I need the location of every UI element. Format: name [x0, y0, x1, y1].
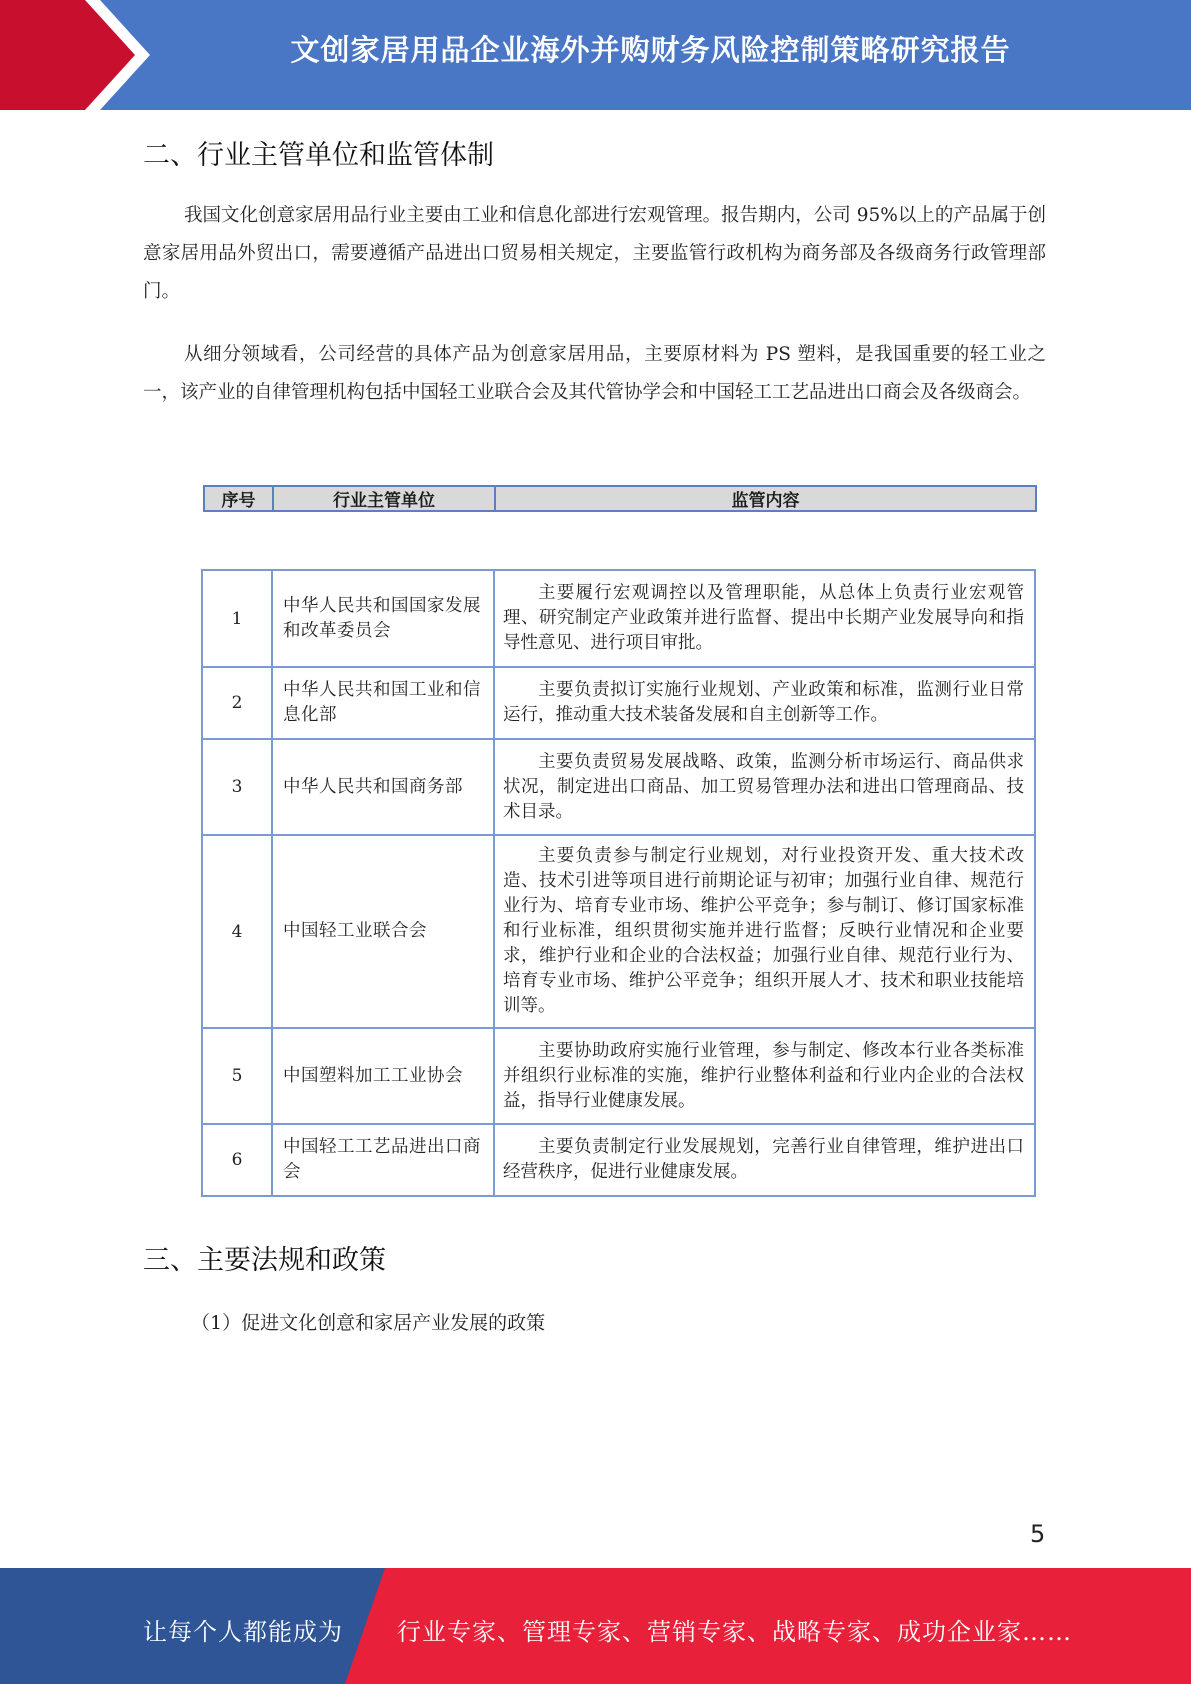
section-title-policies: 三、主要法规和政策	[143, 1245, 386, 1276]
section-title-regulators: 二、行业主管单位和监管体制	[143, 140, 494, 171]
row-content: 主要负责参与制定行业规划，对行业投资开发、重大技术改造、技术引进等项目进行前期论证与初审；加强行业自律、规范行业行为、培育专业市场、维护公平竞争；参与制订、修订国家标准和行业标准，组织贯彻实施并进行监督；反映行业情况和企业要求，维护行业和企业的合法权益；加强行业自律、规范行业行为、培育专业市场、维护公平竞争；组织开展人才、技术和职业技能培训等。	[494, 835, 1035, 1028]
table-row	[202, 1124, 1035, 1196]
table-row	[202, 739, 1035, 835]
row-unit: 中国轻工业联合会	[272, 835, 494, 1028]
row-unit: 中华人民共和国国家发展和改革委员会	[272, 570, 494, 667]
row-unit: 中国塑料加工工业协会	[272, 1028, 494, 1124]
table-row	[202, 1028, 1035, 1124]
table-row	[202, 667, 1035, 739]
row-number: 4	[202, 835, 272, 1028]
row-content: 主要负责制定行业发展规划，完善行业自律管理，维护进出口经营秩序，促进行业健康发展。	[494, 1124, 1035, 1196]
page-header	[0, 0, 1191, 110]
row-content: 主要负责贸易发展战略、政策，监测分析市场运行、商品供求状况，制定进出口商品、加工贸易管理办法和进出口管理商品、技术目录。	[494, 739, 1035, 835]
page-footer	[0, 1568, 1191, 1684]
regulator-table	[201, 569, 1036, 1197]
table-row	[202, 570, 1035, 667]
paragraph-2: 从细分领域看，公司经营的具体产品为创意家居用品，主要原材料为 PS 塑料，是我国重要的轻工业之一，该产业的自律管理机构包括中国轻工业联合会及其代管协学会和中国轻工工艺品进出口商会及各级商会。	[143, 344, 1046, 403]
row-number: 3	[202, 739, 272, 835]
row-unit: 中华人民共和国工业和信息化部	[272, 667, 494, 739]
row-content: 主要履行宏观调控以及管理职能，从总体上负责行业宏观管理、研究制定产业政策并进行监督、提出中长期产业发展导向和指导性意见、进行项目审批。	[494, 570, 1035, 667]
page-number: 5	[1030, 1520, 1046, 1548]
footer-slogan-right: 行业专家、管理专家、营销专家、战略专家、成功企业家……	[397, 1618, 1072, 1646]
table-row	[202, 835, 1035, 1028]
header-cell-unit: 行业主管单位	[274, 487, 496, 510]
report-title: 文创家居用品企业海外并购财务风险控制策略研究报告	[290, 33, 1011, 67]
row-number: 6	[202, 1124, 272, 1196]
row-unit: 中国轻工工艺品进出口商会	[272, 1124, 494, 1196]
row-content: 主要协助政府实施行业管理，参与制定、修改本行业各类标准并组织行业标准的实施，维护行业整体利益和行业内企业的合法权益，指导行业健康发展。	[494, 1028, 1035, 1124]
row-number: 1	[202, 570, 272, 667]
header-cell-no: 序号	[205, 487, 274, 510]
policy-subheading: （1）促进文化创意和家居产业发展的政策	[191, 1312, 546, 1334]
row-unit: 中华人民共和国商务部	[272, 739, 494, 835]
footer-slogan-left: 让每个人都能成为	[143, 1618, 343, 1646]
row-number: 2	[202, 667, 272, 739]
row-content: 主要负责拟订实施行业规划、产业政策和标准，监测行业日常运行，推动重大技术装备发展和自主创新等工作。	[494, 667, 1035, 739]
row-number: 5	[202, 1028, 272, 1124]
table-header	[203, 485, 1037, 512]
header-cell-content: 监管内容	[731, 491, 800, 511]
paragraph-1: 我国文化创意家居用品行业主要由工业和信息化部进行宏观管理。报告期内，公司 95%以上的产品属于创意家居用品外贸出口，需要遵循产品进出口贸易相关规定，主要监管行政机构为商务部及各级商务行政管理部门。	[143, 205, 1046, 302]
